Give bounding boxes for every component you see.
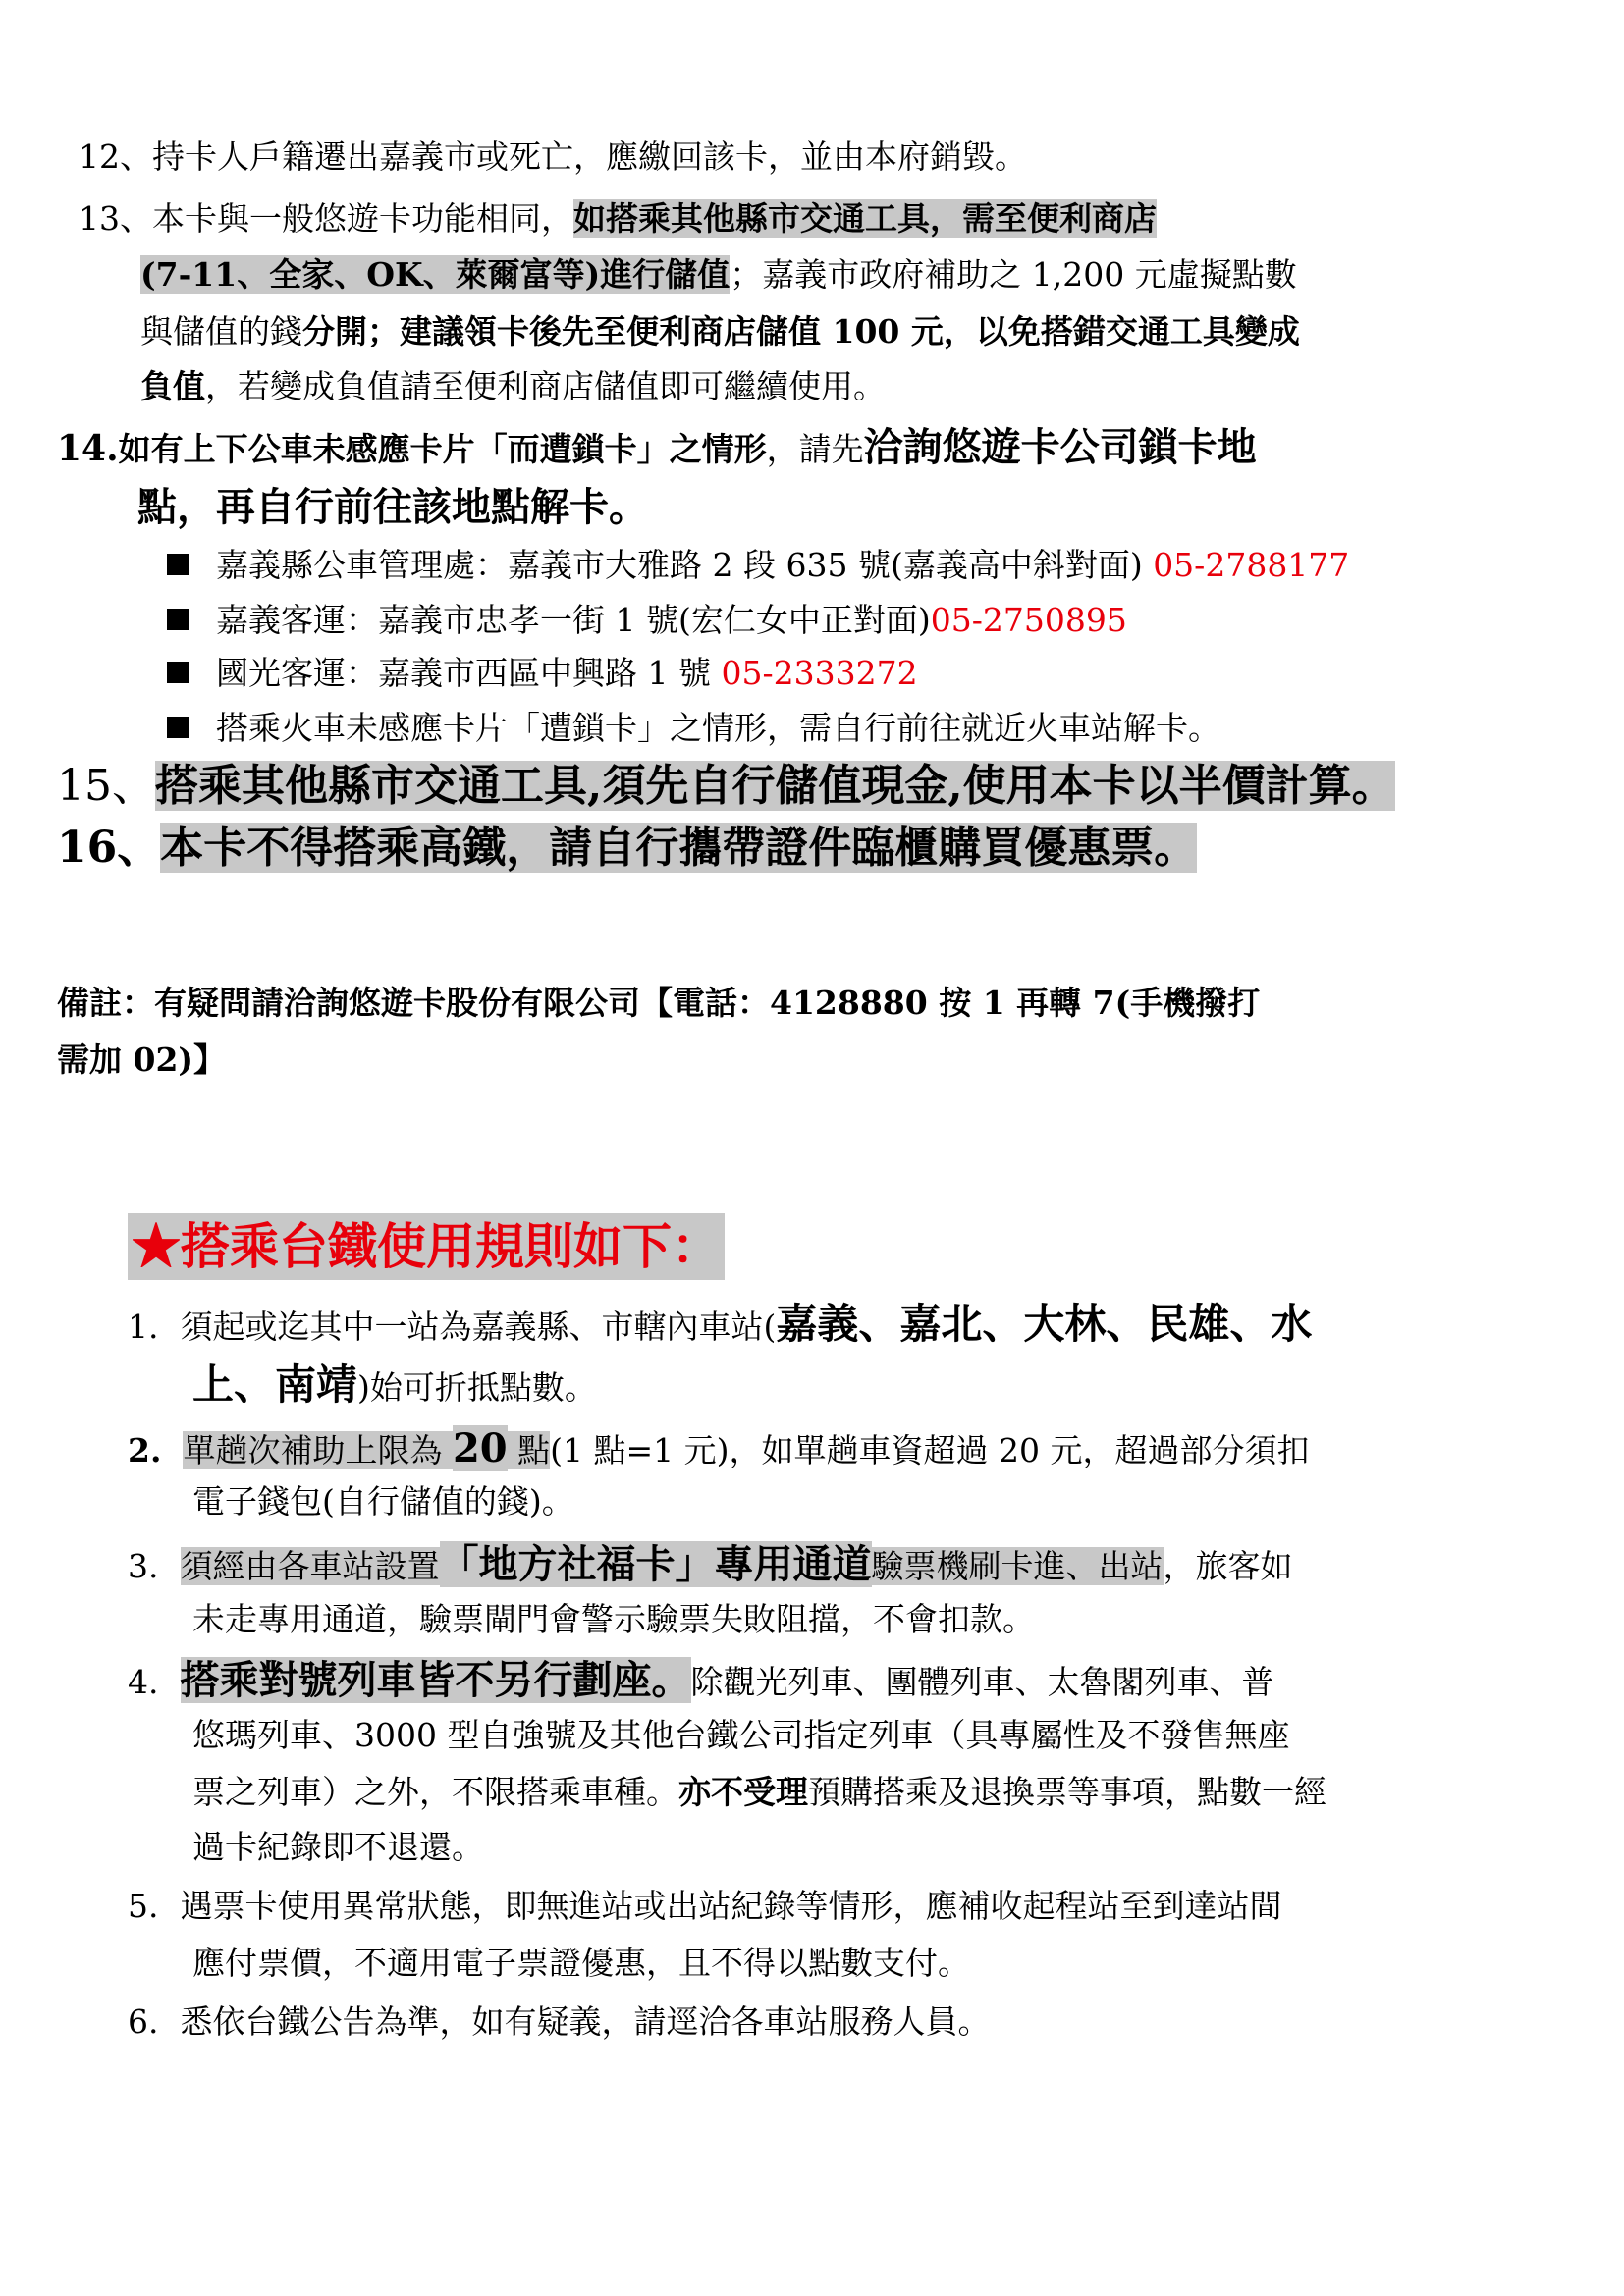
rail-rule-5-line2: 應付票價，不適用電子票證優惠，且不得以點數支付。: [192, 1944, 970, 1982]
rail-rules-title: ★搭乘台鐵使用規則如下：: [128, 1213, 725, 1280]
item-12: 12、持卡人戶籍遷出嘉義市或死亡，應繳回該卡，並由本府銷毀。: [79, 137, 1027, 176]
item-15: 15、搭乘其他縣市交通工具,須先自行儲值現金,使用本卡以半價計算。: [57, 761, 1395, 811]
phone-number: 05-2750895: [930, 601, 1127, 639]
list-item: 嘉義縣公車管理處：嘉義市大雅路 2 段 635 號(嘉義高中斜對面) 05-2788177: [167, 546, 1349, 585]
note-line1: 備註：有疑問請洽詢悠遊卡股份有限公司【電話：4128880 按 1 再轉 7(手機撥打: [57, 984, 1261, 1022]
rail-rule-4-line1: 4. 搭乘對號列車皆不另行劃座。除觀光列車、團體列車、太魯閣列車、普: [128, 1657, 1274, 1703]
rail-rule-4-line3: 票之列車）之外，不限搭乘車種。亦不受理預購搭乘及退換票等事項，點數一經: [192, 1773, 1326, 1811]
rail-rule-1-line1: 1. 須起或迄其中一站為嘉義縣、市轄內車站(嘉義、嘉北、大林、民雄、水: [128, 1300, 1313, 1348]
square-bullet-icon: [167, 717, 189, 738]
rail-rule-2-line2: 電子錢包(自行儲值的錢)。: [192, 1482, 574, 1521]
square-bullet-icon: [167, 662, 189, 683]
phone-number: 05-2788177: [1153, 546, 1350, 584]
note-line2: 需加 02)】: [57, 1041, 227, 1079]
item-13-line4: 負值，若變成負值請至便利商店儲值即可繼續使用。: [140, 367, 886, 405]
square-bullet-icon: [167, 554, 189, 575]
rail-rule-3-line2: 未走專用通道，驗票閘門會警示驗票失敗阻擋，不會扣款。: [192, 1600, 1035, 1638]
rail-rule-4-line2: 悠瑪列車、3000 型自強號及其他台鐵公司指定列車（具專屬性及不發售無座: [192, 1716, 1290, 1754]
phone-number: 05-2333272: [721, 654, 918, 692]
square-bullet-icon: [167, 609, 189, 630]
list-item: 國光客運：嘉義市西區中興路 1 號 05-2333272: [167, 654, 918, 693]
item-13-line3: 與儲值的錢分開；建議領卡後先至便利商店儲值 100 元，以免搭錯交通工具變成: [140, 312, 1300, 350]
item-16: 16、本卡不得搭乘高鐵，請自行攜帶證件臨櫃購買優惠票。: [57, 823, 1198, 873]
item-14-line1: 14.如有上下公車未感應卡片「而遭鎖卡」之情形，請先洽詢悠遊卡公司鎖卡地: [57, 424, 1257, 470]
rail-rule-3-line1: 3. 須經由各車站設置「地方社福卡」專用通道驗票機刷卡進、出站，旅客如: [128, 1541, 1293, 1587]
item-13-line2: (7-11、全家、OK、萊爾富等)進行儲值；嘉義市政府補助之 1,200 元虛擬點數: [140, 255, 1297, 294]
rail-rule-1-line2: 上、南靖)始可折抵點數。: [192, 1361, 597, 1409]
rail-rule-6: 6. 悉依台鐵公告為準，如有疑義，請逕洽各車站服務人員。: [128, 2002, 991, 2041]
item-13-line1: 13、本卡與一般悠遊卡功能相同，如搭乘其他縣市交通工具，需至便利商店: [79, 199, 1157, 238]
list-item: 嘉義客運：嘉義市忠孝一街 1 號(宏仁女中正對面)05-2750895: [167, 601, 1127, 640]
list-item: 搭乘火車未感應卡片「遭鎖卡」之情形，需自行前往就近火車站解卡。: [167, 709, 1220, 748]
rail-rule-5-line1: 5. 遇票卡使用異常狀態，即無進站或出站紀錄等情形，應補收起程站至到達站間: [128, 1887, 1282, 1925]
rail-rule-2-line1: 2. 單趟次補助上限為 20 點(1 點=1 元)，如單趟車資超過 20 元，超過部分須扣: [128, 1425, 1310, 1471]
rail-rule-4-line4: 過卡紀錄即不退還。: [192, 1828, 484, 1866]
item-14-line2: 點，再自行前往該地點解卡。: [137, 484, 648, 530]
